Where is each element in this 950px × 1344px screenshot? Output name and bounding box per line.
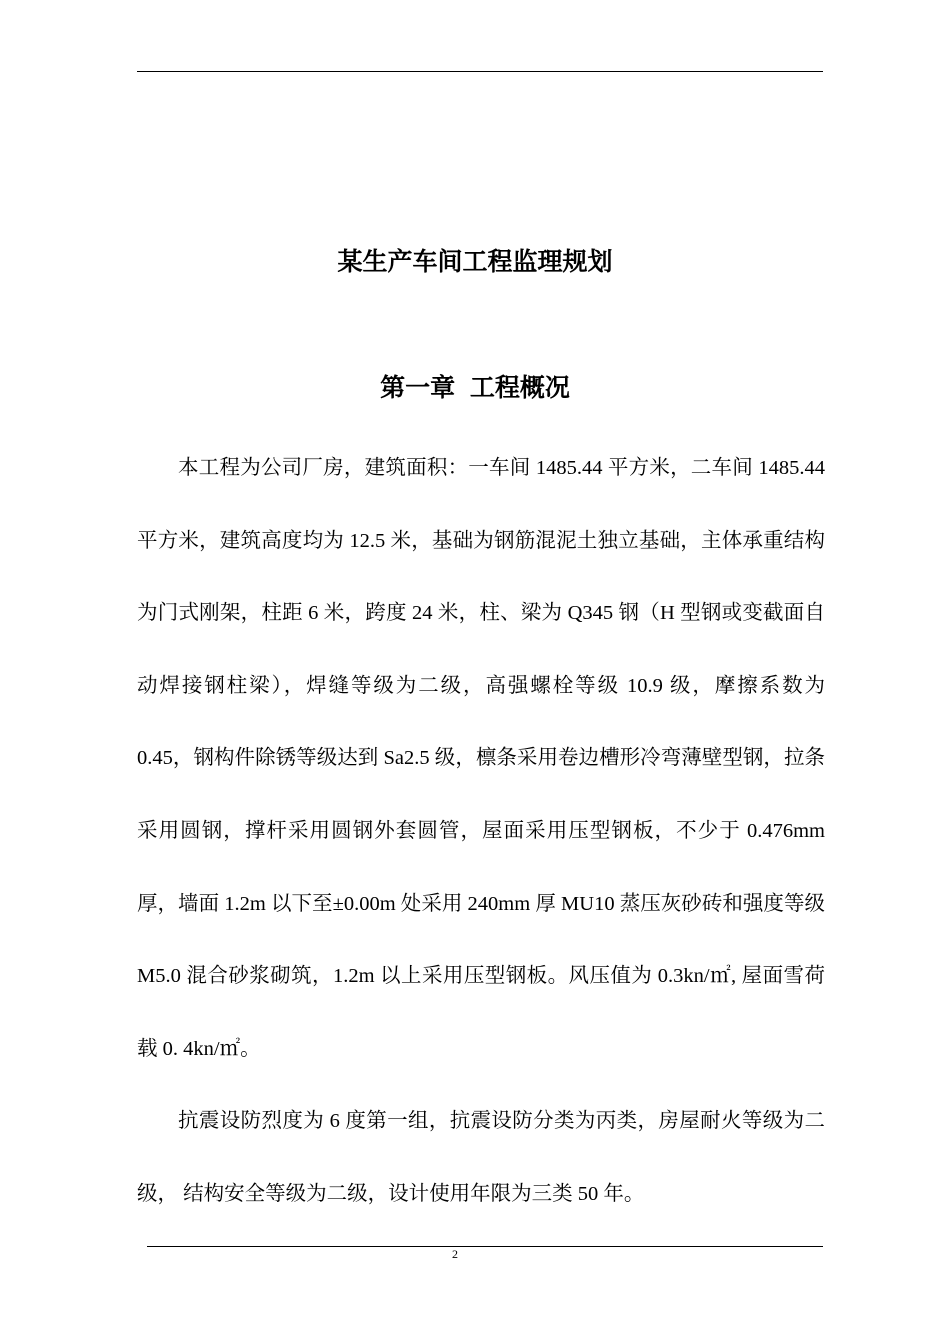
document-title: 某生产车间工程监理规划 [337, 247, 613, 276]
chapter-heading: 第一章 工程概况 [380, 373, 570, 402]
page-number: 2 [452, 1247, 458, 1261]
header-rule [137, 71, 823, 72]
paragraph-seismic-fire-rating: 抗震设防烈度为 6 度第一组，抗震设防分类为丙类，房屋耐火等级为二级， 结构安全等级为二级，设计使用年限为三类 50 年。 [137, 1110, 825, 1205]
paragraph-project-overview: 本工程为公司厂房，建筑面积：一车间 1485.44 平方米，二车间 1485.44 平方米，建筑高度均为 12.5 米，基础为钢筋混泥土独立基础，主体承重结构为门式刚架，柱距 6 米，跨度 24 米，柱、梁为 Q345 钢（H 型钢或变截面自动焊接钢柱梁），焊缝等级为二级，高强螺栓等级 10.9 级，摩擦系数为 0.45，钢构件除锈等级达到 Sa2.5 级，檩条采用卷边槽形冷弯薄壁型钢，拉条采用圆钢，撑杆采用圆钢外套圆管，屋面采用压型钢板，不少于 0.476mm 厚，墙面 1.2m 以下至±0.00m 处采用 240mm 厚 MU10 蒸压灰砂砖和强度等级 M5.0 混合砂浆砌筑，1.2m 以上采用压型钢板。风压值为 0.3kn/㎡, 屋面雪荷载 0. 4kn/㎡。 [137, 457, 825, 1060]
document-body [137, 432, 825, 1231]
